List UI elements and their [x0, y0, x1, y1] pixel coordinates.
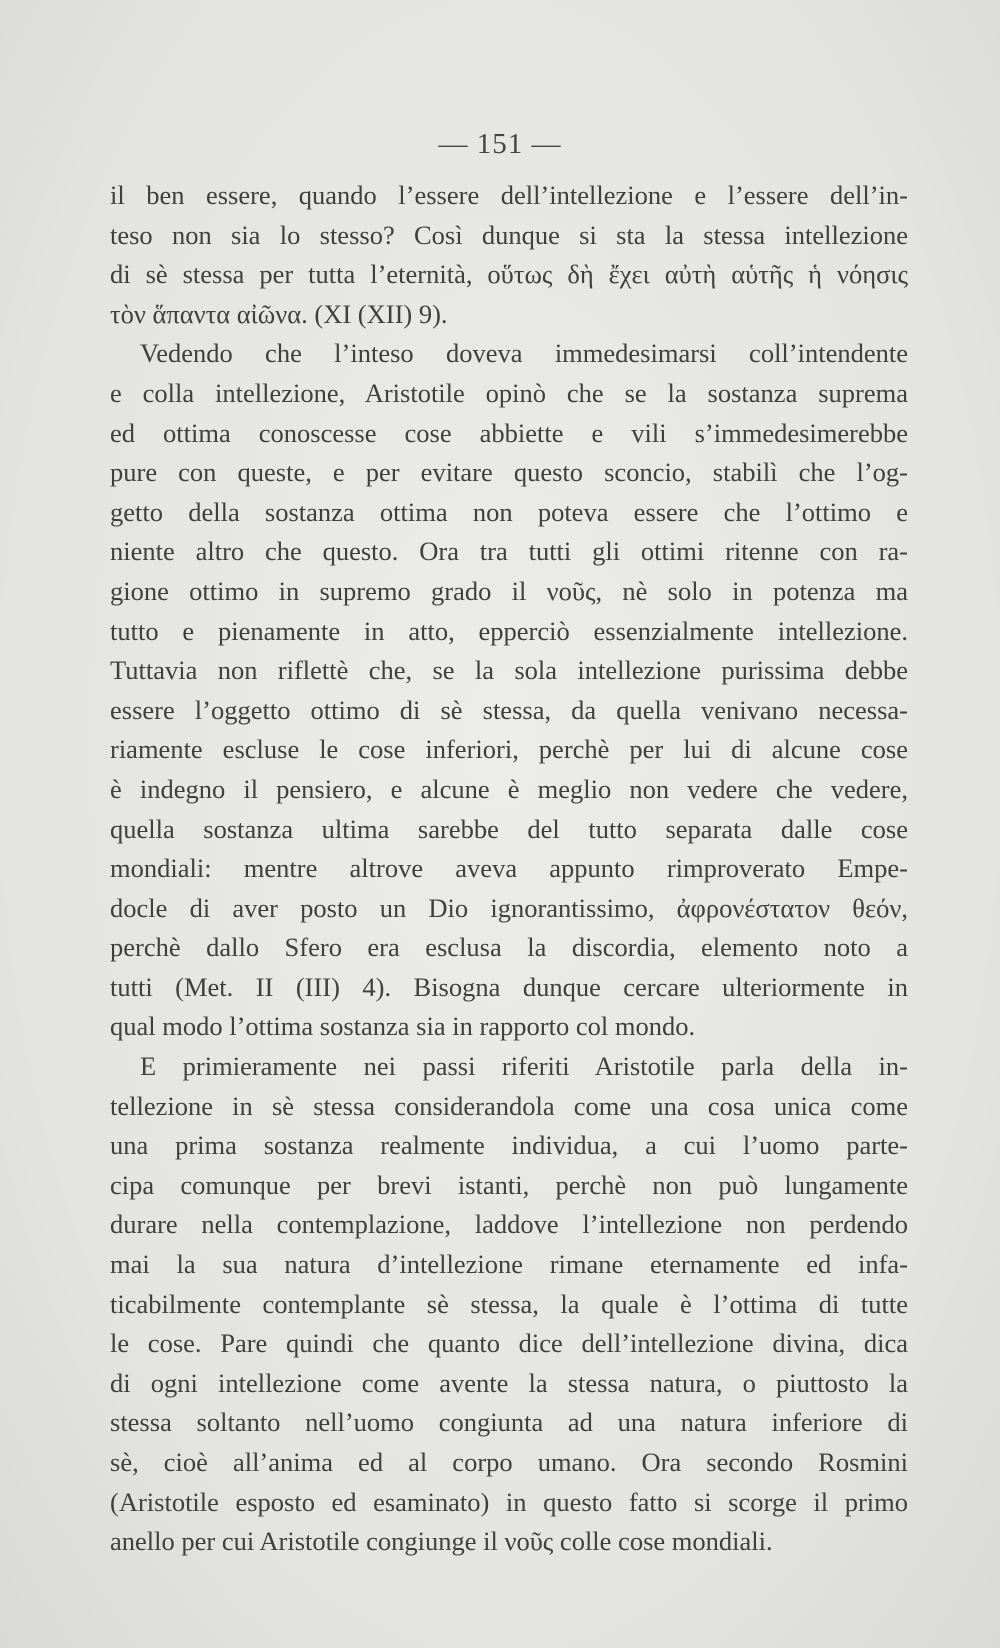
- text-line: E primieramente nei passi riferiti Aristotile parla della in-: [140, 1051, 908, 1082]
- text-line: tellezione in sè stessa considerandola come una cosa unica come: [110, 1090, 908, 1121]
- text-line: quella sostanza ultima sarebbe del tutto separata dalle cose: [110, 813, 908, 844]
- text-line: il ben essere, quando l’essere dell’intellezione e l’essere dell’in-: [110, 180, 908, 210]
- text-line: tutti (Met. II (III) 4). Bisogna dunque cercare ulteriormente in: [110, 971, 908, 1002]
- paragraph-1: [110, 176, 908, 334]
- text-line: teso non sia lo stesso? Così dunque si sta la stessa intellezione: [110, 219, 908, 250]
- text-line: anello per cui Aristotile congiunge il νοῦς colle cose mondiali.: [110, 1526, 773, 1557]
- text-line: Vedendo che l’inteso doveva immedesimarsi coll’intendente: [140, 338, 908, 369]
- text-line: le cose. Pare quindi che quanto dice dell’intellezione divina, dica: [110, 1328, 908, 1359]
- text-line: perchè dallo Sfero era esclusa la discordia, elemento noto a: [110, 932, 908, 963]
- text-line: qual modo l’ottima sostanza sia in rapporto col mondo.: [110, 1011, 696, 1042]
- text-line: sè, cioè all’anima ed al corpo umano. Ora secondo Rosmini: [110, 1447, 908, 1477]
- text-line: e colla intellezione, Aristotile opinò che se la sostanza suprema: [110, 377, 908, 408]
- text-line: τὸν ἅπαντα αἰῶνα. (XI (XII) 9).: [110, 298, 448, 329]
- paragraph-3: [110, 1047, 908, 1562]
- text-line: pure con queste, e per evitare questo sconcio, stabilì che l’og-: [110, 457, 908, 488]
- text-line: stessa soltanto nell’uomo congiunta ad una natura inferiore di: [110, 1407, 908, 1438]
- paragraph-2: [110, 334, 908, 1047]
- text-line: riamente escluse le cose inferiori, perchè per lui di alcune cose: [110, 734, 908, 765]
- text-line: mondiali: mentre altrove aveva appunto rimproverato Empe-: [110, 853, 908, 884]
- text-line: è indegno il pensiero, e alcune è meglio non vedere che vedere,: [110, 773, 908, 804]
- text-line: Tuttavia non riflettè che, se la sola intellezione purissima debbe: [110, 655, 908, 686]
- text-line: gione ottimo in supremo grado il νοῦς, nè solo in potenza ma: [110, 575, 908, 606]
- text-line: ed ottima conoscesse cose abbiette e vili s’immedesimerebbe: [110, 417, 908, 448]
- text-line: cipa comunque per brevi istanti, perchè non può lungamente: [110, 1169, 908, 1200]
- body-text: [110, 176, 908, 1562]
- text-line: docle di aver posto un Dio ignorantissimo, ἀφρονέστατον θεόν,: [110, 892, 908, 923]
- text-line: niente altro che questo. Ora tra tutti gli ottimi ritenne con ra-: [110, 536, 908, 567]
- text-line: getto della sostanza ottima non poteva essere che l’ottimo e: [110, 496, 908, 527]
- text-line: (Aristotile esposto ed esaminato) in questo fatto si scorge il primo: [110, 1486, 908, 1517]
- text-line: di sè stessa per tutta l’eternità, οὕτως δὴ ἔχει αὐτὴ αὑτῆς ἡ νόησις: [110, 259, 908, 290]
- text-line: durare nella contemplazione, laddove l’intellezione non perdendo: [110, 1209, 908, 1240]
- text-line: mai la sua natura d’intellezione rimane eternamente ed infa-: [110, 1249, 908, 1280]
- text-line: tutto e pienamente in atto, epperciò essenzialmente intellezione.: [110, 615, 908, 646]
- text-line: essere l’oggetto ottimo di sè stessa, da quella venivano necessa-: [110, 694, 908, 725]
- text-line: una prima sostanza realmente individua, a cui l’uomo parte-: [110, 1130, 908, 1161]
- page-number: — 151 —: [438, 128, 562, 160]
- text-line: di ogni intellezione come avente la stessa natura, o piuttosto la: [110, 1367, 908, 1398]
- text-line: ticabilmente contemplante sè stessa, la quale è l’ottima di tutte: [110, 1288, 908, 1319]
